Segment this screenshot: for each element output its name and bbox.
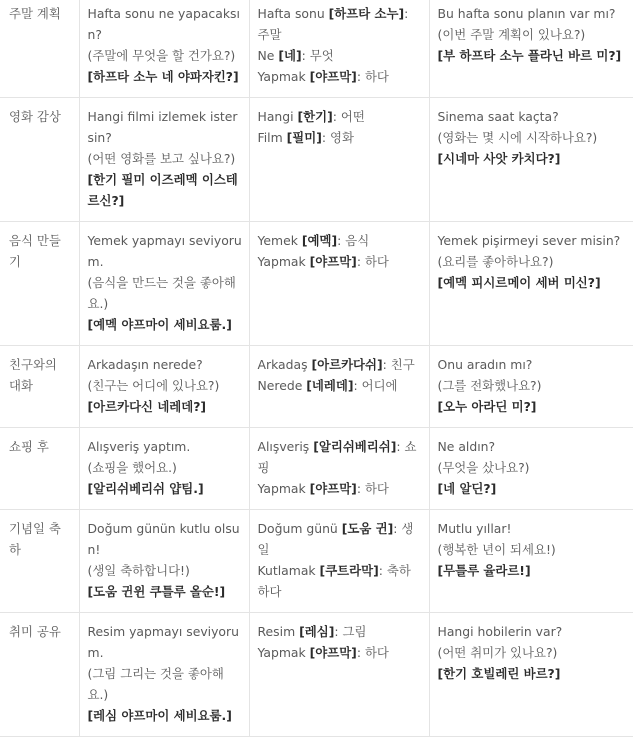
vocab-word: Arkadaş	[257, 357, 312, 372]
pronunciation: [알리쉬베리쉬 얍팀.]	[87, 481, 204, 496]
vocab-meaning: : 어디에	[353, 378, 398, 393]
vocab-word: Hafta sonu	[257, 6, 329, 21]
korean-translation: (생일 축하합니다!)	[87, 563, 190, 578]
vocab-word: Yapmak	[257, 254, 310, 269]
vocab-item	[258, 354, 423, 375]
turkish-sentence: Alışveriş yaptım.	[87, 439, 191, 454]
turkish-sentence: Hangi filmi izlemek istersin?	[87, 109, 238, 145]
vocab-item	[258, 251, 423, 272]
topic-cell	[0, 428, 79, 510]
vocab-item	[258, 560, 423, 602]
topic-cell	[0, 222, 79, 346]
vocab-pronunciation: [아르카다쉬]	[311, 357, 383, 372]
sentence-cell	[79, 222, 249, 346]
question-translation: (어떤 취미가 있나요?)	[437, 645, 558, 660]
pronunciation: [하프타 소누 네 야파자킨?]	[87, 69, 239, 84]
vocab-word: Yemek	[257, 233, 302, 248]
vocab-item	[258, 621, 423, 642]
topic-cell	[0, 0, 79, 98]
vocab-meaning: : 하다	[356, 481, 389, 496]
vocab-pronunciation: [야프막]	[309, 69, 357, 84]
vocab-item	[258, 375, 423, 396]
turkish-sentence: Doğum günün kutlu olsun!	[87, 521, 240, 557]
pronunciation: [레심 야프마이 세비요룸.]	[87, 708, 232, 723]
topic-text: 취미 공유	[9, 624, 61, 639]
vocab-item	[258, 127, 423, 148]
question-sentence: Yemek pişirmeyi sever misin?	[437, 233, 621, 248]
vocab-word: Kutlamak	[257, 563, 320, 578]
question-sentence: Ne aldın?	[437, 439, 496, 454]
sentence-cell	[79, 613, 249, 737]
vocab-pronunciation: [야프막]	[309, 481, 357, 496]
vocab-pronunciation: [필미]	[286, 130, 322, 145]
pronunciation: [한기 필미 이즈레멕 이스테르신?]	[87, 172, 238, 208]
vocab-pronunciation: [네레데]	[306, 378, 354, 393]
question-pronunciation: [예멕 피시르메이 세버 미신?]	[437, 275, 601, 290]
vocab-word: Nerede	[257, 378, 307, 393]
topic-cell	[0, 346, 79, 428]
question-cell	[429, 98, 633, 222]
question-cell	[429, 346, 633, 428]
sentence-cell	[79, 98, 249, 222]
question-translation: (요리를 좋아하나요?)	[437, 254, 554, 269]
table-row	[0, 222, 633, 346]
turkish-sentence: Yemek yapmayı seviyorum.	[87, 233, 242, 269]
vocab-item	[258, 66, 423, 87]
question-sentence: Bu hafta sonu planın var mı?	[437, 6, 616, 21]
vocab-meaning: : 무엇	[301, 48, 334, 63]
table-row	[0, 613, 633, 737]
question-sentence: Hangi hobilerin var?	[437, 624, 563, 639]
vocab-item	[258, 230, 423, 251]
vocab-word: Alışveriş	[257, 439, 314, 454]
vocab-pronunciation: [네]	[278, 48, 302, 63]
vocab-word: Hangi	[257, 109, 298, 124]
question-sentence: Sinema saat kaçta?	[437, 109, 559, 124]
vocab-pronunciation: [야프막]	[309, 645, 357, 660]
vocab-word: Yapmak	[257, 481, 310, 496]
pronunciation: [도움 귄윈 쿠틀루 올순!]	[87, 584, 226, 599]
topic-cell	[0, 510, 79, 613]
korean-translation: (음식을 만드는 것을 좋아해요.)	[87, 275, 236, 311]
vocab-pronunciation: [예멕]	[301, 233, 338, 248]
question-translation: (그를 전화했나요?)	[437, 378, 542, 393]
vocab-cell	[249, 98, 429, 222]
sentence-cell	[79, 346, 249, 428]
question-cell	[429, 613, 633, 737]
vocab-meaning: : 쇼핑	[257, 439, 417, 475]
korean-translation: (어떤 영화를 보고 싶나요?)	[87, 151, 236, 166]
vocab-cell	[249, 222, 429, 346]
vocab-pronunciation: [야프막]	[309, 254, 357, 269]
question-pronunciation: [무틀루 율라르!]	[437, 563, 531, 578]
vocab-pronunciation: [하프타 소누]	[328, 6, 405, 21]
question-cell	[429, 222, 633, 346]
vocab-word: Yapmak	[257, 69, 310, 84]
vocab-item	[258, 478, 423, 499]
vocab-pronunciation: [쿠트라막]	[319, 563, 379, 578]
sentence-cell	[79, 428, 249, 510]
vocab-item	[258, 642, 423, 663]
vocab-pronunciation: [알리쉬베리쉬]	[313, 439, 397, 454]
topic-text: 음식 만들기	[9, 233, 61, 269]
table-row	[0, 428, 633, 510]
sentence-cell	[79, 0, 249, 98]
vocab-item	[258, 3, 423, 45]
korean-translation: (쇼핑을 했어요.)	[87, 460, 177, 475]
question-pronunciation: [부 하프타 소누 플라닌 바르 미?]	[437, 48, 622, 63]
question-cell	[429, 428, 633, 510]
pronunciation: [아르카다신 네레데?]	[87, 399, 207, 414]
vocab-pronunciation: [레심]	[299, 624, 335, 639]
vocab-word: Resim	[257, 624, 300, 639]
question-cell	[429, 510, 633, 613]
vocab-meaning: : 그림	[334, 624, 367, 639]
topic-cell	[0, 98, 79, 222]
vocab-cell	[249, 510, 429, 613]
vocab-cell	[249, 0, 429, 98]
korean-translation: (친구는 어디에 있나요?)	[87, 378, 220, 393]
table-row	[0, 346, 633, 428]
vocab-meaning: : 하다	[356, 645, 389, 660]
question-pronunciation: [네 알딘?]	[437, 481, 497, 496]
vocab-cell	[249, 613, 429, 737]
vocab-meaning: : 어떤	[332, 109, 365, 124]
question-translation: (영화는 몇 시에 시작하나요?)	[437, 130, 598, 145]
table-row	[0, 0, 633, 98]
vocab-item	[258, 45, 423, 66]
topic-text: 친구와의 대화	[9, 357, 57, 393]
vocab-cell	[249, 428, 429, 510]
vocab-meaning: : 주말	[257, 6, 409, 42]
topic-text: 주말 계획	[9, 6, 61, 21]
vocab-meaning: : 음식	[337, 233, 370, 248]
question-translation: (이번 주말 계획이 있나요?)	[437, 27, 586, 42]
korean-translation: (그림 그리는 것을 좋아해요.)	[87, 666, 224, 702]
vocab-word: Film	[257, 130, 287, 145]
sentence-cell	[79, 510, 249, 613]
question-sentence: Mutlu yıllar!	[437, 521, 512, 536]
vocab-item	[258, 518, 423, 560]
turkish-sentence: Hafta sonu ne yapacaksın?	[87, 6, 240, 42]
vocab-word: Yapmak	[257, 645, 310, 660]
vocab-meaning: : 친구	[382, 357, 415, 372]
question-translation: (행복한 년이 되세요!)	[437, 542, 556, 557]
vocab-meaning: : 하다	[356, 254, 389, 269]
question-pronunciation: [시네마 사앗 카치다?]	[437, 151, 561, 166]
topic-text: 기념일 축하	[9, 521, 61, 557]
vocab-meaning: : 생일	[257, 521, 414, 557]
turkish-sentence: Resim yapmayı seviyorum.	[87, 624, 239, 660]
vocab-item	[258, 106, 423, 127]
pronunciation: [예멕 야프마이 세비요룸.]	[87, 317, 232, 332]
vocab-item	[258, 436, 423, 478]
vocab-word: Ne	[257, 48, 279, 63]
topic-text: 영화 감상	[9, 109, 61, 124]
vocab-meaning: : 하다	[356, 69, 389, 84]
vocab-cell	[249, 346, 429, 428]
vocab-meaning: : 축하하다	[257, 563, 411, 599]
question-cell	[429, 0, 633, 98]
question-sentence: Onu aradın mı?	[437, 357, 533, 372]
korean-translation: (주말에 무엇을 할 건가요?)	[87, 48, 236, 63]
question-pronunciation: [오누 아라딘 미?]	[437, 399, 537, 414]
question-translation: (무엇을 샀나요?)	[437, 460, 530, 475]
vocab-pronunciation: [도움 귄]	[341, 521, 394, 536]
table-row	[0, 98, 633, 222]
vocab-word: Doğum günü	[257, 521, 342, 536]
question-pronunciation: [한기 호빌레린 바르?]	[437, 666, 561, 681]
topic-cell	[0, 613, 79, 737]
topic-text: 쇼핑 후	[9, 439, 49, 454]
vocab-pronunciation: [한기]	[297, 109, 333, 124]
table-row	[0, 510, 633, 613]
turkish-sentence: Arkadaşın nerede?	[87, 357, 203, 372]
vocab-meaning: : 영화	[321, 130, 354, 145]
